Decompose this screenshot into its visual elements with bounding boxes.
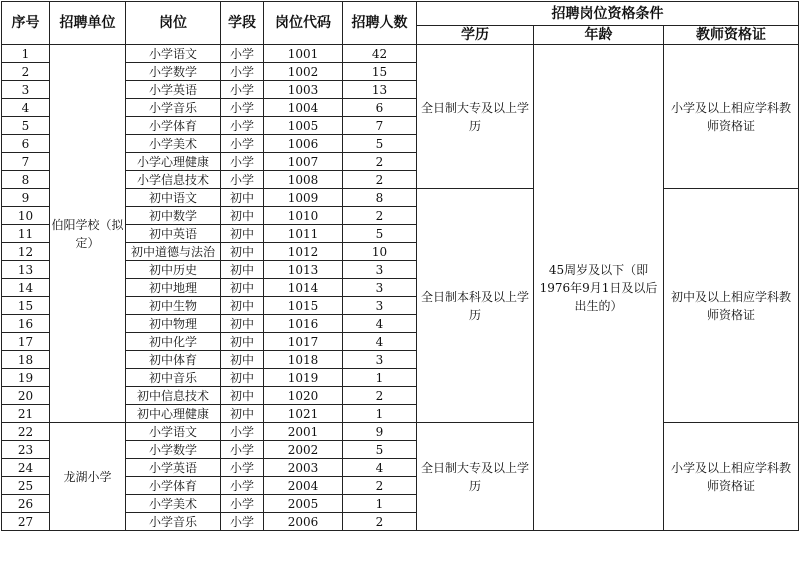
cell-count: 15 (343, 63, 417, 81)
age-requirement: 45周岁及以下（即1976年9月1日及以后出生的） (534, 45, 664, 531)
cell-code: 1012 (264, 243, 343, 261)
cell-code: 1009 (264, 189, 343, 207)
cell-post: 小学音乐 (126, 99, 221, 117)
cell-count: 2 (343, 153, 417, 171)
cell-seq: 21 (2, 405, 50, 423)
cell-post: 小学英语 (126, 81, 221, 99)
cell-code: 1021 (264, 405, 343, 423)
cell-seq: 10 (2, 207, 50, 225)
cell-code: 1007 (264, 153, 343, 171)
cell-code: 1006 (264, 135, 343, 153)
cell-count: 3 (343, 351, 417, 369)
cell-stage: 小学 (221, 153, 264, 171)
cell-post: 初中数学 (126, 207, 221, 225)
cell-post: 初中英语 (126, 225, 221, 243)
cell-code: 1013 (264, 261, 343, 279)
cell-stage: 初中 (221, 351, 264, 369)
cell-count: 4 (343, 315, 417, 333)
header-post: 岗位 (126, 2, 221, 45)
cell-code: 2006 (264, 513, 343, 531)
cell-post: 小学体育 (126, 477, 221, 495)
cell-count: 5 (343, 225, 417, 243)
cell-seq: 23 (2, 441, 50, 459)
cell-code: 1014 (264, 279, 343, 297)
header-age: 年龄 (534, 26, 664, 45)
cell-post: 初中道德与法治 (126, 243, 221, 261)
table-row (2, 423, 799, 441)
education-group-2: 全日制本科及以上学历 (417, 189, 534, 423)
cell-stage: 初中 (221, 261, 264, 279)
cell-post: 小学数学 (126, 63, 221, 81)
cell-seq: 9 (2, 189, 50, 207)
header-unit: 招聘单位 (50, 2, 126, 45)
cell-count: 7 (343, 117, 417, 135)
cell-post: 初中心理健康 (126, 405, 221, 423)
cell-count: 42 (343, 45, 417, 63)
cell-stage: 小学 (221, 81, 264, 99)
cell-stage: 小学 (221, 513, 264, 531)
cell-count: 2 (343, 207, 417, 225)
cell-code: 1017 (264, 333, 343, 351)
cell-seq: 19 (2, 369, 50, 387)
cell-seq: 8 (2, 171, 50, 189)
cell-seq: 6 (2, 135, 50, 153)
cell-stage: 初中 (221, 333, 264, 351)
cell-count: 2 (343, 171, 417, 189)
cell-post: 小学数学 (126, 441, 221, 459)
cell-code: 1004 (264, 99, 343, 117)
certificate-group-3: 小学及以上相应学科教师资格证 (664, 423, 799, 531)
cell-count: 10 (343, 243, 417, 261)
unit-longhu: 龙湖小学 (50, 423, 126, 531)
cell-post: 初中历史 (126, 261, 221, 279)
cell-post: 小学英语 (126, 459, 221, 477)
cell-post: 初中物理 (126, 315, 221, 333)
cell-post: 初中音乐 (126, 369, 221, 387)
cell-count: 13 (343, 81, 417, 99)
cell-stage: 小学 (221, 477, 264, 495)
header-stage: 学段 (221, 2, 264, 45)
cell-stage: 初中 (221, 243, 264, 261)
recruitment-table (1, 1, 799, 531)
cell-stage: 小学 (221, 441, 264, 459)
cell-seq: 27 (2, 513, 50, 531)
cell-code: 1010 (264, 207, 343, 225)
cell-post: 初中化学 (126, 333, 221, 351)
cell-code: 1019 (264, 369, 343, 387)
cell-seq: 11 (2, 225, 50, 243)
cell-stage: 小学 (221, 171, 264, 189)
cell-stage: 初中 (221, 405, 264, 423)
cell-stage: 小学 (221, 423, 264, 441)
cell-stage: 初中 (221, 189, 264, 207)
cell-post: 小学美术 (126, 495, 221, 513)
cell-seq: 15 (2, 297, 50, 315)
unit-boyang: 伯阳学校（拟定） (50, 45, 126, 423)
cell-seq: 4 (2, 99, 50, 117)
cell-code: 1003 (264, 81, 343, 99)
certificate-group-2: 初中及以上相应学科教师资格证 (664, 189, 799, 423)
cell-code: 2004 (264, 477, 343, 495)
cell-post: 初中地理 (126, 279, 221, 297)
cell-count: 1 (343, 405, 417, 423)
education-group-1: 全日制大专及以上学历 (417, 45, 534, 189)
cell-count: 4 (343, 459, 417, 477)
cell-stage: 初中 (221, 315, 264, 333)
cell-post: 初中语文 (126, 189, 221, 207)
cell-count: 3 (343, 279, 417, 297)
cell-seq: 1 (2, 45, 50, 63)
cell-code: 1020 (264, 387, 343, 405)
cell-code: 1015 (264, 297, 343, 315)
cell-post: 小学信息技术 (126, 171, 221, 189)
cell-post: 小学体育 (126, 117, 221, 135)
cell-code: 1001 (264, 45, 343, 63)
cell-seq: 3 (2, 81, 50, 99)
header-education: 学历 (417, 26, 534, 45)
header-code: 岗位代码 (264, 2, 343, 45)
cell-stage: 小学 (221, 495, 264, 513)
cell-seq: 20 (2, 387, 50, 405)
cell-seq: 12 (2, 243, 50, 261)
cell-stage: 初中 (221, 387, 264, 405)
cell-code: 1002 (264, 63, 343, 81)
cell-stage: 初中 (221, 225, 264, 243)
cell-code: 1008 (264, 171, 343, 189)
cell-post: 小学美术 (126, 135, 221, 153)
cell-count: 6 (343, 99, 417, 117)
cell-stage: 小学 (221, 63, 264, 81)
cell-code: 1005 (264, 117, 343, 135)
header-conditions: 招聘岗位资格条件 (417, 2, 799, 26)
cell-stage: 小学 (221, 135, 264, 153)
cell-code: 1018 (264, 351, 343, 369)
header-seq: 序号 (2, 2, 50, 45)
cell-seq: 5 (2, 117, 50, 135)
header-certificate: 教师资格证 (664, 26, 799, 45)
cell-stage: 初中 (221, 207, 264, 225)
cell-code: 1011 (264, 225, 343, 243)
cell-seq: 14 (2, 279, 50, 297)
cell-count: 5 (343, 135, 417, 153)
cell-stage: 初中 (221, 369, 264, 387)
cell-count: 5 (343, 441, 417, 459)
cell-count: 4 (343, 333, 417, 351)
cell-code: 1016 (264, 315, 343, 333)
cell-code: 2001 (264, 423, 343, 441)
cell-count: 3 (343, 261, 417, 279)
cell-stage: 小学 (221, 45, 264, 63)
header-count: 招聘人数 (343, 2, 417, 45)
cell-count: 2 (343, 477, 417, 495)
cell-seq: 22 (2, 423, 50, 441)
cell-post: 初中体育 (126, 351, 221, 369)
table-row (2, 45, 799, 63)
cell-post: 小学语文 (126, 423, 221, 441)
cell-post: 初中信息技术 (126, 387, 221, 405)
cell-seq: 16 (2, 315, 50, 333)
cell-seq: 26 (2, 495, 50, 513)
cell-stage: 小学 (221, 459, 264, 477)
cell-seq: 18 (2, 351, 50, 369)
cell-stage: 小学 (221, 117, 264, 135)
cell-count: 3 (343, 297, 417, 315)
cell-post: 小学心理健康 (126, 153, 221, 171)
cell-stage: 初中 (221, 279, 264, 297)
cell-count: 1 (343, 369, 417, 387)
cell-count: 2 (343, 513, 417, 531)
cell-seq: 25 (2, 477, 50, 495)
cell-stage: 小学 (221, 99, 264, 117)
cell-seq: 17 (2, 333, 50, 351)
cell-count: 2 (343, 387, 417, 405)
cell-code: 2005 (264, 495, 343, 513)
cell-post: 小学音乐 (126, 513, 221, 531)
cell-code: 2002 (264, 441, 343, 459)
education-group-3: 全日制大专及以上学历 (417, 423, 534, 531)
cell-code: 2003 (264, 459, 343, 477)
cell-count: 1 (343, 495, 417, 513)
cell-count: 8 (343, 189, 417, 207)
certificate-group-1: 小学及以上相应学科教师资格证 (664, 45, 799, 189)
cell-seq: 13 (2, 261, 50, 279)
cell-post: 初中生物 (126, 297, 221, 315)
cell-seq: 2 (2, 63, 50, 81)
cell-seq: 7 (2, 153, 50, 171)
cell-post: 小学语文 (126, 45, 221, 63)
cell-count: 9 (343, 423, 417, 441)
cell-seq: 24 (2, 459, 50, 477)
cell-stage: 初中 (221, 297, 264, 315)
